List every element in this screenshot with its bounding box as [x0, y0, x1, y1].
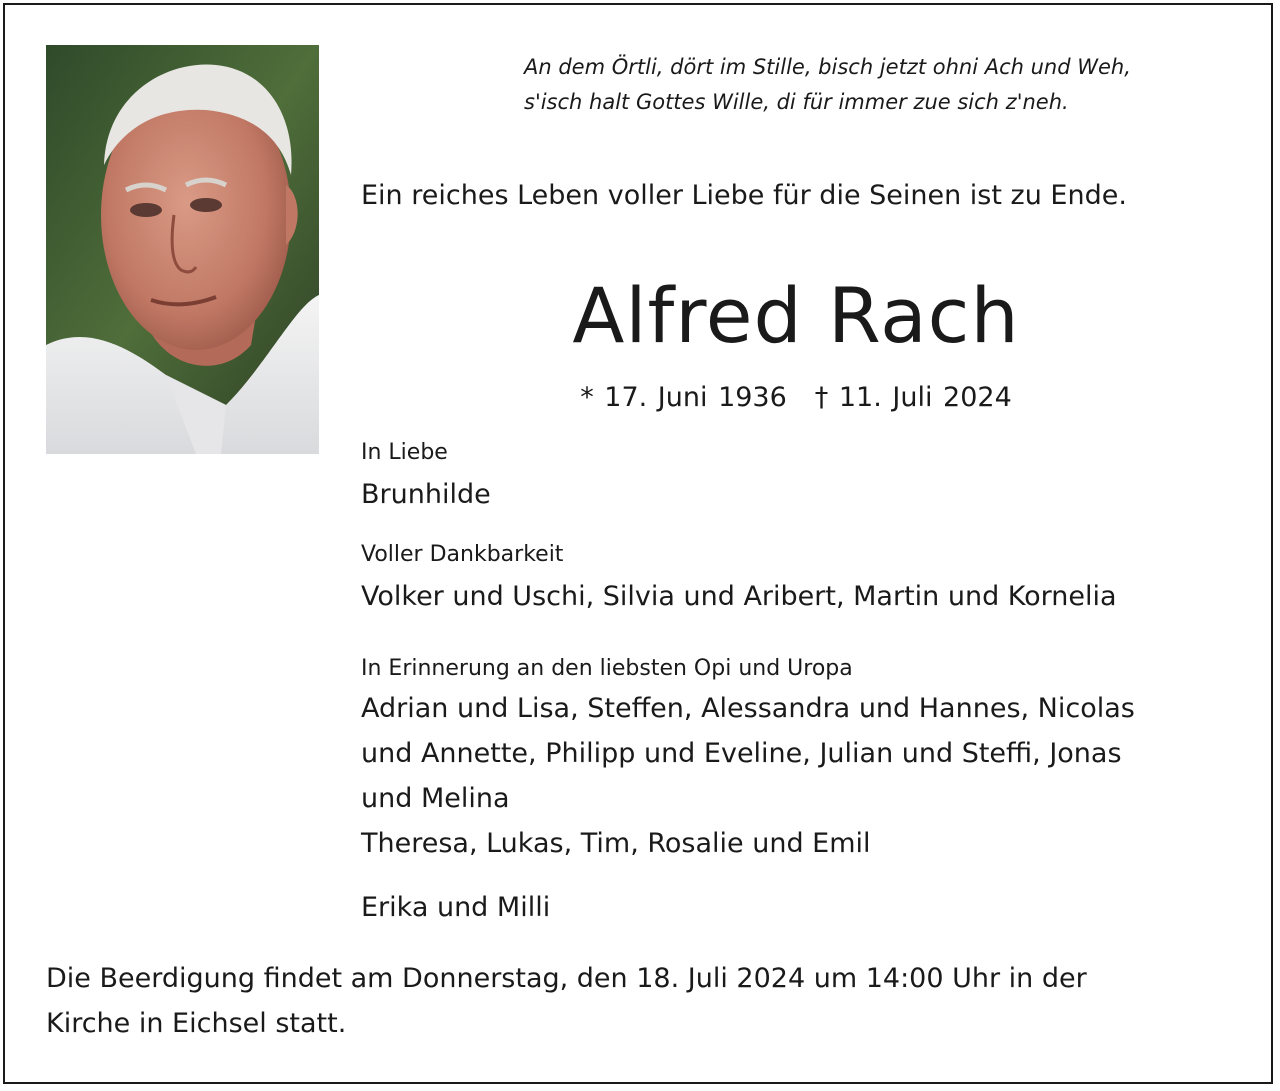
poem-line: s'isch halt Gottes Wille, di für immer zue sich z'neh. — [524, 90, 1069, 114]
mourner-group-label: In Liebe — [361, 440, 448, 465]
birth-date: * 17. Juni 1936 — [580, 382, 787, 413]
mourner-names — [361, 686, 1241, 866]
poem-line: An dem Örtli, dört im Stille, bisch jetzt ohni Ach und Weh, — [524, 55, 1131, 79]
footer-line: Die Beerdigung findet am Donnerstag, den 18. Juli 2024 um 14:00 Uhr in der — [46, 963, 1087, 994]
deceased-name: Alfred Rach — [572, 271, 1020, 360]
mourner-line: Adrian und Lisa, Steffen, Alessandra und Hannes, Nicolas — [361, 693, 1135, 724]
poem — [524, 50, 1264, 120]
mourner-line: Theresa, Lukas, Tim, Rosalie und Emil — [361, 828, 871, 859]
mourner-group-label: In Erinnerung an den liebsten Opi und Uropa — [361, 656, 853, 681]
mourner-line: und Annette, Philipp und Eveline, Julian und Steffi, Jonas — [361, 738, 1122, 769]
mourner-line: und Melina — [361, 783, 510, 814]
intro-text: Ein reiches Leben voller Liebe für die Seinen ist zu Ende. — [361, 180, 1127, 211]
funeral-announcement — [46, 956, 1236, 1046]
mourner-names: Erika und Milli — [361, 892, 551, 923]
mourner-names: Brunhilde — [361, 479, 491, 510]
mourner-names: Volker und Uschi, Silvia und Aribert, Martin und Kornelia — [361, 581, 1117, 612]
death-date: † 11. Juli 2024 — [814, 382, 1012, 413]
portrait-image — [46, 45, 319, 454]
footer-line: Kirche in Eichsel statt. — [46, 1008, 347, 1039]
portrait-photo — [46, 45, 319, 454]
mourner-group-label: Voller Dankbarkeit — [361, 542, 564, 567]
life-dates — [361, 380, 1231, 416]
